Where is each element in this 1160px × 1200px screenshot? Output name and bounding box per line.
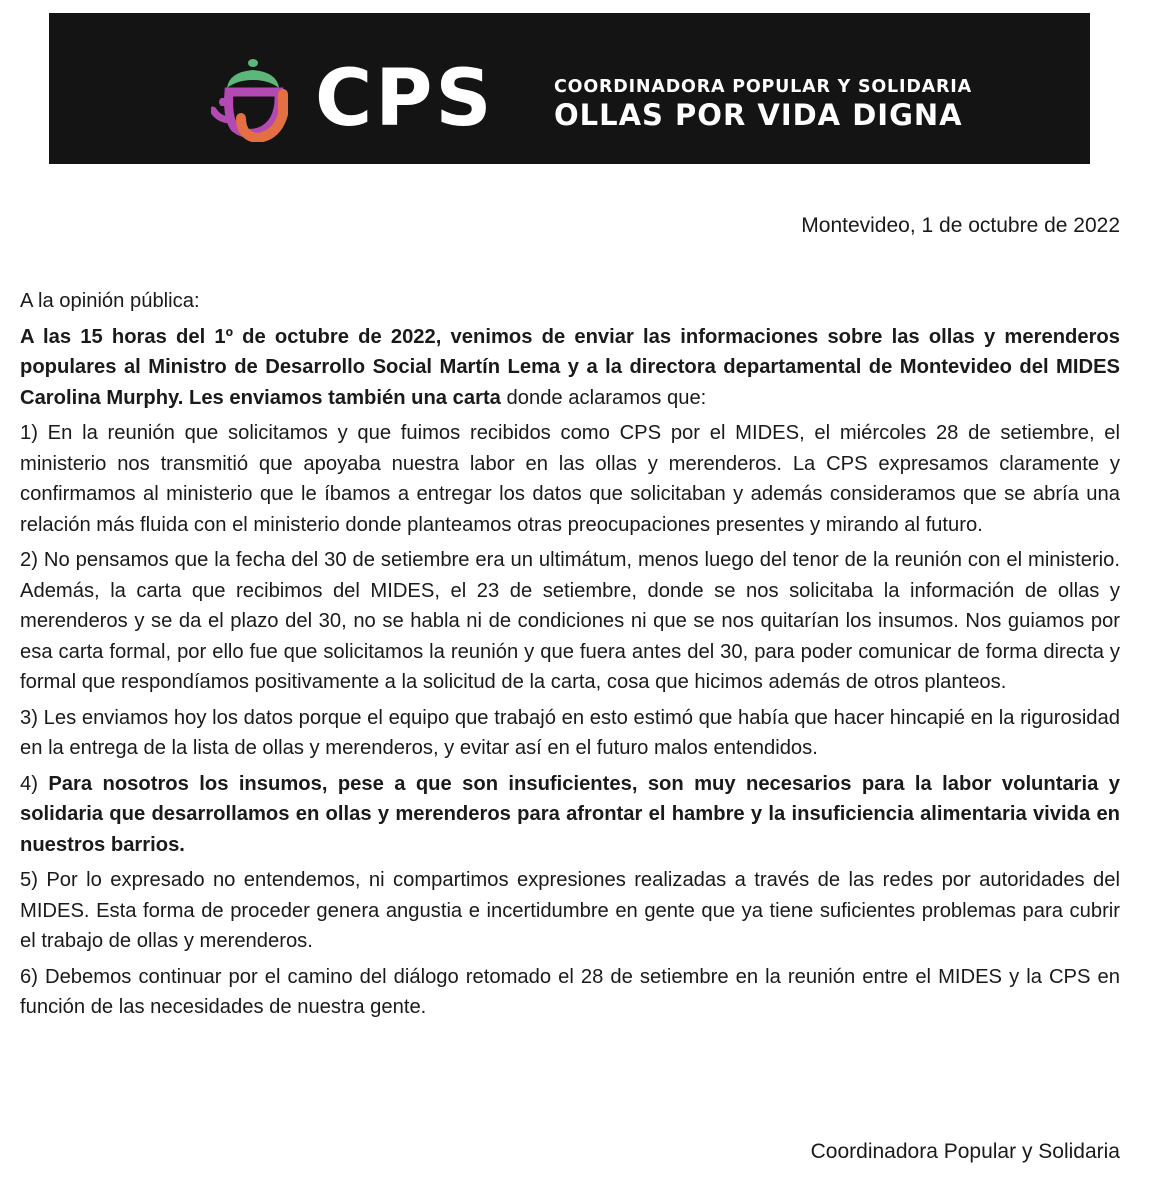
intro-bold-text: A las 15 horas del 1º de octubre de 2022, venimos de enviar las informaciones sobre las ollas y merenderos populares al Ministro de Desarrollo Social Martín Lema y a la directora departamental de Montevideo del MIDES Carolina Murphy. Les enviamos también una carta: [20, 325, 1120, 409]
point-3: 3) Les enviamos hoy los datos porque el equipo que trabajó en esto estimó que había que hacer hincapié en la rigurosidad en la entrega de la lista de ollas y merenderos, y evitar así en el futuro malos entendidos.: [20, 706, 1120, 759]
point-4-number: 4): [20, 772, 49, 795]
point-4: [20, 769, 1120, 861]
cooking-pot-with-hands-icon: [211, 58, 291, 142]
point-1: 1) En la reunión que solicitamos y que fuimos recibidos como CPS por el MIDES, el miércoles 28 de setiembre, el ministerio nos transmitió que apoyaba nuestra labor en las ollas y merenderos. La CPS expresamos claramente y confirmamos al ministerio que le íbamos a entregar los datos que solicitaban y además consideramos que se abría una relación más fluida con el ministerio donde planteamos otras preocupaciones presentes y mirando al futuro.: [20, 422, 1120, 536]
tagline-bottom: OLLAS POR VIDA DIGNA: [554, 98, 963, 132]
letter-date: Montevideo, 1 de octubre de 2022: [801, 214, 1120, 237]
intro-paragraph: [20, 322, 1120, 414]
signature: Coordinadora Popular y Solidaria: [810, 1140, 1120, 1163]
letter-body: [20, 286, 1120, 1028]
point-6: 6) Debemos continuar por el camino del diálogo retomado el 28 de setiembre en la reunión entre el MIDES y la CPS en función de las necesidades de nuestra gente.: [20, 965, 1120, 1018]
point-2: 2) No pensamos que la fecha del 30 de setiembre era un ultimátum, menos luego del tenor de la reunión con el ministerio. Además, la carta que recibimos del MIDES, el 23 de setiembre, donde se nos solicitaba la información de ollas y merenderos y se da el plazo del 30, no se habla ni de condiciones ni que se nos quitarían los insumos. Nos guiamos por esa carta formal, por ello fue que solicitamos la reunión y que fuera antes del 30, para poder comunicar de forma directa y formal que respondíamos positivamente a la solicitud de la carta, cosa que hicimos además de otros planteos.: [20, 549, 1120, 693]
tagline-top: COORDINADORA POPULAR Y SOLIDARIA: [554, 77, 972, 97]
point-5: 5) Por lo expresado no entendemos, ni compartimos expresiones realizadas a través de las redes por autoridades del MIDES. Esta forma de proceder genera angustia e incertidumbre en gente que ya tiene suficientes problemas para cubrir el trabajo de ollas y merenderos.: [20, 869, 1120, 952]
salutation: A la opinión pública:: [20, 290, 200, 312]
header-banner: [49, 13, 1090, 164]
point-4-bold-text: Para nosotros los insumos, pese a que son insuficientes, son muy necesarios para la labor voluntaria y solidaria que desarrollamos en ollas y merenderos para afrontar el hambre y la insuficiencia alimentaria vivida en nuestros barrios.: [20, 772, 1120, 856]
intro-rest-text: donde aclaramos que:: [500, 386, 707, 409]
brand-name: CPS: [315, 54, 495, 144]
